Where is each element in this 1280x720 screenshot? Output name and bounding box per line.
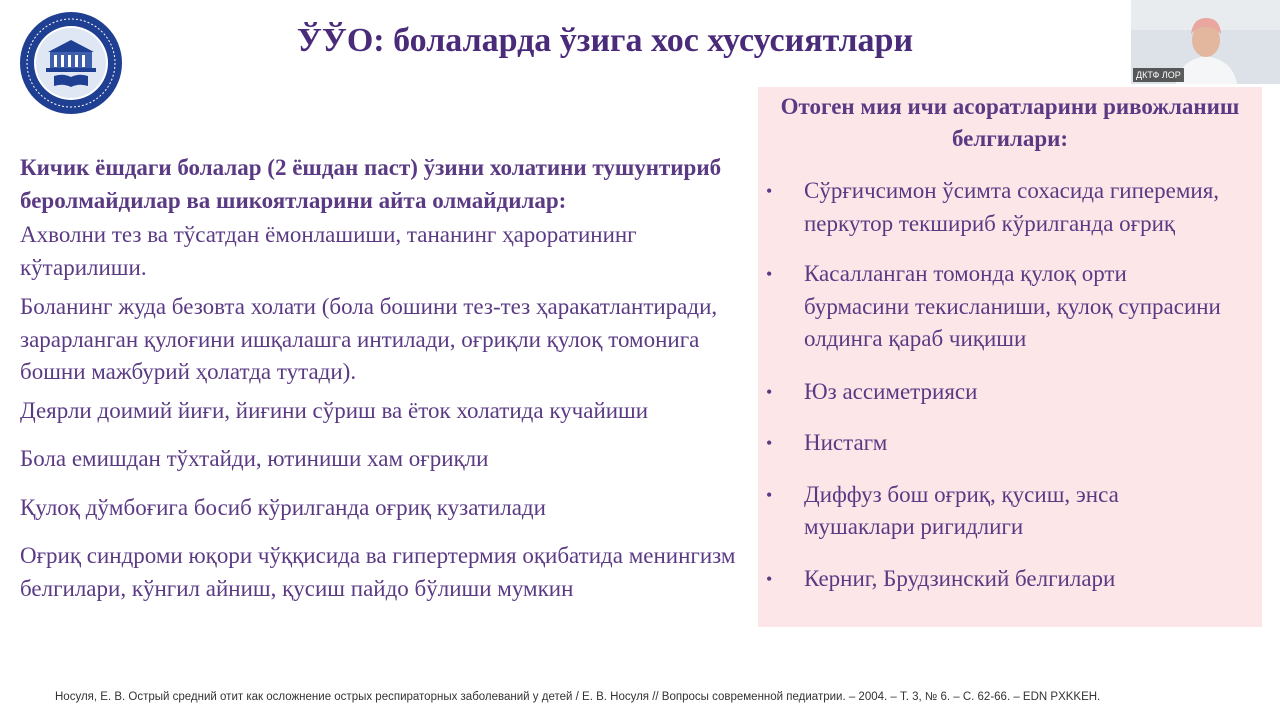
panel-title: Отоген мия ичи асоратларини ривожланиш белгилари: <box>780 94 1240 151</box>
reference-footer: Носуля, Е. В. Острый средний отит как осложнение острых респираторных заболеваний у детей / Е. В. Носуля // Вопросы современной педиатрии. – 2004. – Т. 3, № 6. – С. 62-66. – EDN PXKKEH. <box>55 691 1101 703</box>
list-item-text: Керниг, Брудзинский белгилари <box>804 565 1116 591</box>
symptom-item: Боланинг жуда безовта холати (бола бошини тез-тез ҳаракатлантиради, зарарланган қулоғини ишқалашга интилади, оғриқли қулоқ томонига бошни мажбурий ҳолатда тутади). <box>20 294 718 384</box>
symptom-item: Қулоқ дўмбоғига босиб кўрилганда оғриқ кузатилади <box>20 494 546 520</box>
symptom-item: Деярли доимий йиғи, йиғини сўриш ва ёток холатида кучайиши <box>20 397 649 423</box>
bullet-dot-icon: • <box>766 264 773 284</box>
symptom-item: Оғриқ синдроми юқори чўққисида ва гипертермия оқибатида менингизм белгилари, кўнгил айниш, қусиш пайдо бўлиши мумкин <box>20 543 736 601</box>
bullet-dot-icon: • <box>766 568 773 589</box>
symptom-item: Бола емишдан тўхтайди, ютиниши хам оғриқли <box>20 446 489 471</box>
left-column <box>20 152 755 605</box>
bullet-dot-icon: • <box>766 181 773 201</box>
intro-text: Кичик ёшдаги болалар (2 ёшдан паст) ўзини холатини тушунтириб беролмайдилар ва шикоятларини айта олмайдилар: <box>20 155 722 213</box>
university-logo <box>18 10 124 116</box>
webcam-label: ДКТФ ЛОР <box>1133 68 1184 82</box>
list-item <box>758 563 1234 596</box>
slide-title: ЎЎО: болаларда ўзига хос хусусиятлари <box>296 22 914 59</box>
list-item-text: Сўрғичсимон ўсимта сохасида гиперемия, перкутор текшириб кўрилганда оғриқ <box>804 178 1220 236</box>
list-item-text: Нистагм <box>804 430 888 455</box>
list-item-text: Касалланган томонда қулоқ орти бурмасини текисланиши, қулоқ супрасини олдинга қараб чиқиши <box>804 261 1221 351</box>
bullet-dot-icon: • <box>766 381 773 402</box>
complications-panel <box>758 87 1262 627</box>
complications-list <box>758 175 1262 595</box>
bullet-dot-icon: • <box>766 433 773 453</box>
bullet-dot-icon: • <box>766 484 773 505</box>
list-item <box>758 175 1234 240</box>
symptom-item: Ахволни тез ва тўсатдан ёмонлашиши, тананинг ҳароратининг кўтарилиши. <box>20 222 637 280</box>
list-item-text: Диффуз бош оғриқ, қусиш, энса мушаклари ригидлиги <box>804 481 1119 539</box>
webcam-feed <box>1131 0 1280 84</box>
list-item-text: Юз ассиметрияси <box>804 378 978 404</box>
list-item <box>758 258 1234 356</box>
list-item <box>758 427 1234 460</box>
list-item <box>758 376 1234 409</box>
list-item <box>758 479 1234 544</box>
